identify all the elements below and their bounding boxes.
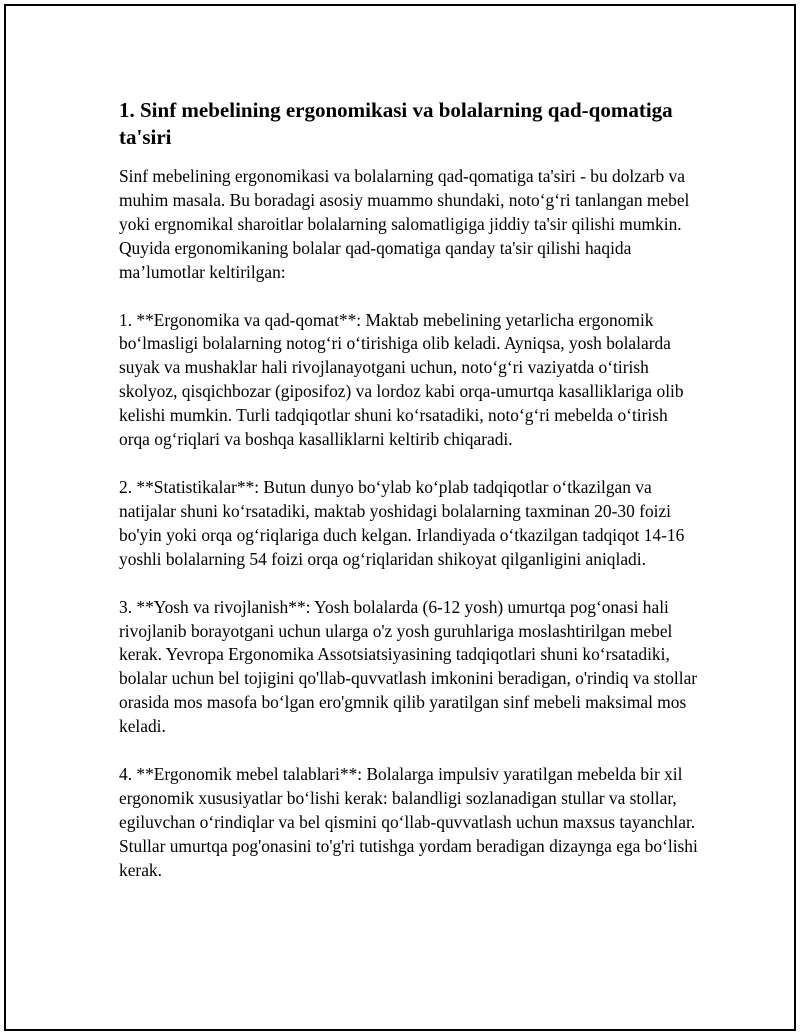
paragraph-furniture-requirements: 4. **Ergonomik mebel talablari**: Bolalarga impulsiv yaratilgan mebelda bir xil ergonomik xususiyatlar bo‘lishi kerak: balandligi sozlanadigan stullar va stollar, egiluvchan o‘rindiqlar va bel qismini qo‘llab-quvvatlash uchun maxsus tayanchlar. Stullar umurtqa pog'onasini to'g'ri tutishga yordam beradigan dizaynga ega bo‘lishi kerak. [119,764,698,880]
document-title: 1. Sinf mebelining ergonomikasi va bolalarning qad-qomatiga ta'siri [119,98,673,149]
paragraph-ergonomics-posture: 1. **Ergonomika va qad-qomat**: Maktab mebelining yetarlicha ergonomik bo‘lmasligi bolalarning notog‘ri o‘tirishiga olib keladi. Ayniqsa, yosh bolalarda suyak va mushaklar hali rivojlanayotgani uchun, noto‘g‘ri vaziyatda o‘tirish skolyoz, qisqichbozar (giposifoz) va lordoz kabi orqa-umurtqa kasalliklariga olib kelishi mumkin. Turli tadqiqotlar shuni ko‘rsatadiki, noto‘g‘ri mebelda o‘tirish orqa og‘riqlari va boshqa kasalliklarni keltirib chiqaradi. [119,309,684,450]
document-content [119,97,699,907]
paragraph-statistics: 2. **Statistikalar**: Butun dunyo bo‘ylab ko‘plab tadqiqotlar o‘tkazilgan va natijalar shuni ko‘rsatadiki, maktab yoshidagi bolalarning taxminan 20-30 foizi bo'yin yoki orqa og‘riqlariga duch kelgan. Irlandiyada o‘tkazilgan tadqiqot 14-16 yoshli bolalarning 54 foizi orqa og‘riqlaridan shikoyat qilganligini aniqladi. [119,476,685,569]
document-page [4,4,796,1031]
paragraph-intro: Sinf mebelining ergonomikasi va bolalarning qad-qomatiga ta'siri - bu dolzarb va muhim masala. Bu boradagi asosiy muammo shundaki, noto‘g‘ri tanlangan mebel yoki ergnomikal sharoitlar bolalarning salomatligiga jiddiy ta'sir qilishi mumkin. Quyida ergonomikaning bolalar qad-qomatiga qanday ta'sir qilishi haqida ma’lumotlar keltirilgan: [119,166,690,282]
paragraph-age-development: 3. **Yosh va rivojlanish**: Yosh bolalarda (6-12 yosh) umurtqa pog‘onasi hali rivojlanib borayotgani uchun ularga o'z yosh guruhlariga moslashtirilgan mebel kerak. Yevropa Ergonomika Assotsiatsiyasining tadqiqotlari shuni ko‘rsatadiki, bolalar uchun bel tojigini qo'llab-quvvatlash imkonini beradigan, o'rindiq va stollar orasida mos masofa bo‘lgan ero'gmnik qilib yaratilgan sinf mebeli maksimal mos keladi. [119,596,698,737]
